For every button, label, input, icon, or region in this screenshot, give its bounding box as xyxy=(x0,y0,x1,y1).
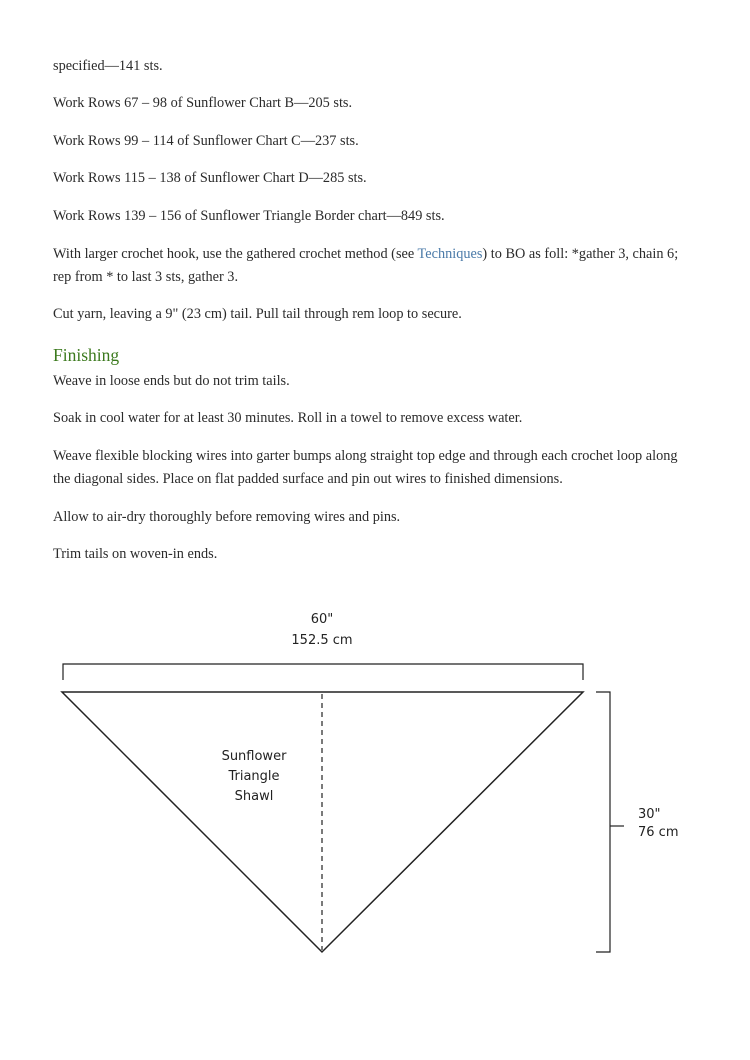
finishing-paragraph: Weave flexible blocking wires into garter bumps along straight top edge and through each crochet loop along the diagonal sides. Place on flat padded surface and pin out wires to finished dimensions. xyxy=(53,448,678,487)
width-cm-label: 152.5 cm xyxy=(291,633,353,648)
finishing-paragraph: Trim tails on woven-in ends. xyxy=(53,546,218,562)
instruction-paragraph: specified—141 sts. xyxy=(53,58,163,74)
shawl-label-line: Sunflower xyxy=(221,749,287,764)
width-inches-label: 60" xyxy=(310,612,334,627)
instruction-paragraph: Work Rows 99 – 114 of Sunflower Chart C—237 sts. xyxy=(53,133,359,149)
techniques-link[interactable]: Techniques xyxy=(417,246,483,262)
finishing-paragraph: Weave in loose ends but do not trim tails. xyxy=(53,373,290,389)
instruction-paragraph: Work Rows 115 – 138 of Sunflower Chart D—285 sts. xyxy=(53,170,367,186)
finishing-paragraph: Soak in cool water for at least 30 minutes. Roll in a towel to remove excess water. xyxy=(53,410,523,426)
instruction-paragraph: Cut yarn, leaving a 9" (23 cm) tail. Pull tail through rem loop to secure. xyxy=(53,306,462,322)
bind-off-text-end: ) to BO as foll: *gather 3, chain 6; rep from * to last 3 sts, gather 3. xyxy=(53,246,679,285)
instruction-paragraph: Work Rows 139 – 156 of Sunflower Triangle Border chart—849 sts. xyxy=(53,208,445,224)
width-dimension-bracket xyxy=(63,664,583,680)
instruction-paragraph: Work Rows 67 – 98 of Sunflower Chart B—205 sts. xyxy=(53,95,353,111)
shawl-label-line: Shawl xyxy=(234,789,274,804)
height-cm-label: 76 cm xyxy=(638,825,679,840)
bind-off-text-start: With larger crochet hook, use the gathered crochet method (see xyxy=(53,246,418,262)
finishing-paragraph: Allow to air-dry thoroughly before removing wires and pins. xyxy=(53,509,401,525)
height-inches-label: 30" xyxy=(638,807,661,822)
finishing-heading: Finishing xyxy=(53,345,120,365)
height-dimension-bracket xyxy=(596,692,610,952)
shawl-label-line: Triangle xyxy=(228,769,280,784)
